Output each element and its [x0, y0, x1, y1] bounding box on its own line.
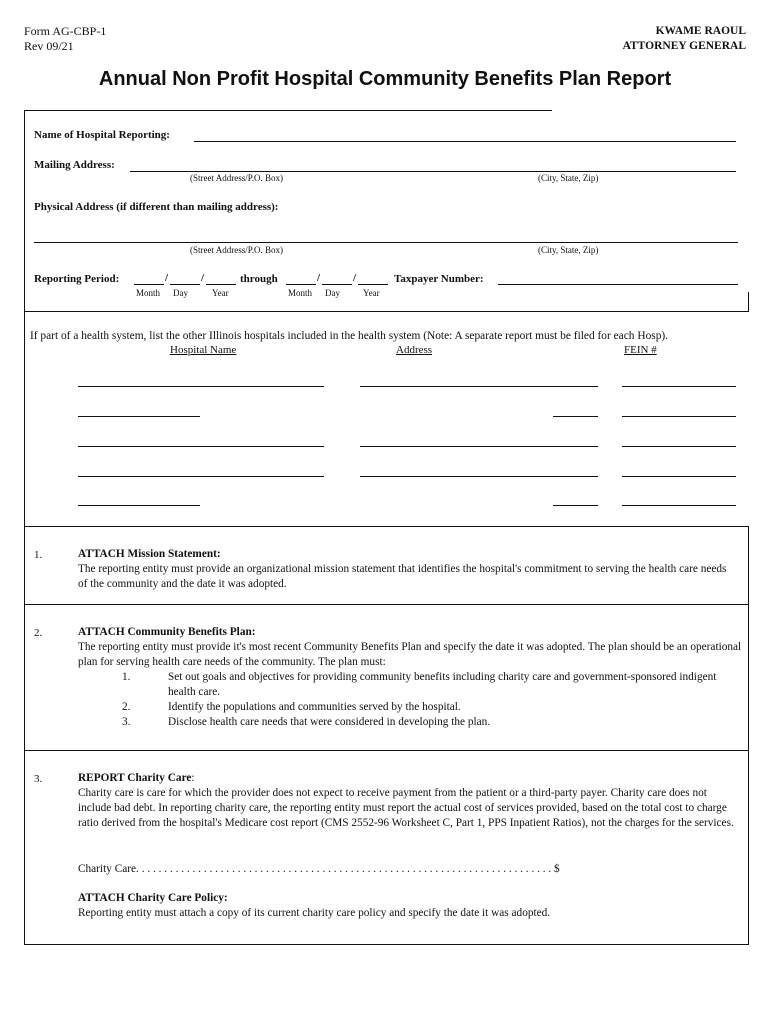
section-2-list — [122, 670, 742, 730]
reporting-period-label: Reporting Period: — [34, 273, 120, 285]
right-border — [748, 526, 749, 604]
hospital-name-row-field[interactable] — [78, 505, 200, 506]
right-border — [748, 750, 749, 945]
left-border — [24, 110, 25, 945]
col-address: Address — [396, 344, 433, 356]
hospital-name-row-field[interactable] — [78, 476, 324, 477]
through-label: through — [240, 273, 278, 285]
address-row-field[interactable] — [360, 476, 598, 477]
fein-row-field[interactable] — [622, 505, 736, 506]
fein-row-field[interactable] — [622, 386, 736, 387]
section-2-number: 2. — [34, 627, 43, 639]
taxpayer-number-field[interactable] — [498, 284, 738, 285]
end-month-field[interactable] — [286, 284, 316, 285]
health-system-intro: If part of a health system, list the other Illinois hospitals included in the health system (Note: A separate report must be filed for each Hosp). — [30, 330, 669, 342]
physical-city-caption: (City, State, Zip) — [538, 245, 599, 255]
taxpayer-number-label: Taxpayer Number: — [394, 273, 484, 285]
bottom-rule — [24, 944, 748, 945]
section-2-heading: ATTACH Community Benefits Plan: — [78, 626, 256, 638]
date-separator: / — [353, 272, 357, 284]
section-3-heading: REPORT Charity Care — [78, 772, 192, 784]
divider — [24, 311, 748, 312]
official-title: ATTORNEY GENERAL — [622, 40, 746, 52]
right-border-fragment — [748, 292, 749, 312]
col-hospital-name: Hospital Name — [170, 344, 237, 356]
charity-care-amount-leader[interactable]: . . . . . . . . . . . . . . . . . . . . . . . . . . . . . . . . . . . . . . . . . . . . . . . . . . . . . . . . . . . . . . . . . . . . . . . . . . $ — [136, 863, 560, 875]
start-year-field[interactable] — [206, 284, 236, 285]
section-2-body: The reporting entity must provide it's most recent Community Benefits Plan and specify the date it was adopted. The plan should be an operational plan for serving health care needs of the community. The plan must: — [78, 641, 742, 668]
end-year-field[interactable] — [358, 284, 388, 285]
physical-street-caption: (Street Address/P.O. Box) — [190, 245, 283, 255]
section-1-body: The reporting entity must provide an organizational mission statement that identifies the hospital's commitment to serving the health care needs of the community and the date it was adopted. — [78, 563, 727, 590]
hospital-name-row-field[interactable] — [78, 386, 324, 387]
caption-day: Day — [325, 288, 340, 298]
fein-row-field[interactable] — [622, 476, 736, 477]
fein-row-field[interactable] — [622, 446, 736, 447]
charity-care-label: Charity Care — [78, 863, 137, 875]
form-id: Form AG-CBP-1 — [24, 24, 107, 38]
mailing-address-field[interactable] — [130, 171, 736, 172]
hospital-name-label: Name of Hospital Reporting: — [34, 129, 170, 141]
col-fein: FEIN # — [624, 344, 657, 356]
charity-policy-heading: ATTACH Charity Care Policy: — [78, 892, 228, 904]
end-day-field[interactable] — [322, 284, 352, 285]
date-separator: / — [201, 272, 205, 284]
top-rule — [24, 110, 552, 111]
start-day-field[interactable] — [170, 284, 200, 285]
form-revision: Rev 09/21 — [24, 39, 74, 53]
caption-month: Month — [136, 288, 161, 298]
mailing-city-caption: (City, State, Zip) — [538, 173, 599, 183]
address-row-field[interactable] — [553, 416, 598, 417]
section-3-body: Charity care is care for which the provider does not expect to receive payment from the patient or a third-party payer. Charity care does not include bad debt. In reporting charity care, the reporting entity must report the actual cost of services provided, based on the total cost to charge ratio derived from the hospital's Medicare cost report (CMS 2552-96 Worksheet C, Part 1, PPS Inpatient Ratios), not the charges for the services. — [78, 787, 734, 829]
heading-suffix: : — [191, 772, 195, 784]
address-row-field[interactable] — [360, 446, 598, 447]
physical-address-label: Physical Address (if different than mailing address): — [34, 201, 279, 213]
date-separator: / — [165, 272, 169, 284]
right-border — [748, 604, 749, 750]
divider — [24, 526, 748, 527]
list-item: 3. Disclose health care needs that were considered in developing the plan. — [122, 716, 491, 728]
list-item: 2. Identify the populations and communities served by the hospital. — [122, 701, 461, 713]
divider — [24, 604, 748, 605]
caption-year: Year — [363, 288, 380, 298]
caption-month: Month — [288, 288, 313, 298]
page-title: Annual Non Profit Hospital Community Benefits Plan Report — [98, 68, 672, 90]
mailing-street-caption: (Street Address/P.O. Box) — [190, 173, 283, 183]
charity-policy-body: Reporting entity must attach a copy of its current charity care policy and specify the date it was adopted. — [78, 907, 551, 919]
hospital-name-field[interactable] — [194, 141, 736, 142]
caption-day: Day — [173, 288, 188, 298]
section-3-number: 3. — [34, 773, 43, 785]
caption-year: Year — [212, 288, 229, 298]
section-1-heading: ATTACH Mission Statement: — [78, 548, 221, 560]
address-row-field[interactable] — [553, 505, 598, 506]
hospital-name-row-field[interactable] — [78, 416, 200, 417]
official-name: KWAME RAOUL — [655, 25, 746, 37]
fein-row-field[interactable] — [622, 416, 736, 417]
section-1-number: 1. — [34, 549, 43, 561]
physical-address-field[interactable] — [34, 242, 738, 243]
list-item: 1. Set out goals and objectives for providing community benefits including charity care and government-sponsored indigent health care. — [122, 671, 717, 698]
divider — [24, 750, 748, 751]
date-separator: / — [317, 272, 321, 284]
address-row-field[interactable] — [360, 386, 598, 387]
mailing-address-label: Mailing Address: — [34, 159, 115, 171]
start-month-field[interactable] — [134, 284, 164, 285]
hospital-name-row-field[interactable] — [78, 446, 324, 447]
